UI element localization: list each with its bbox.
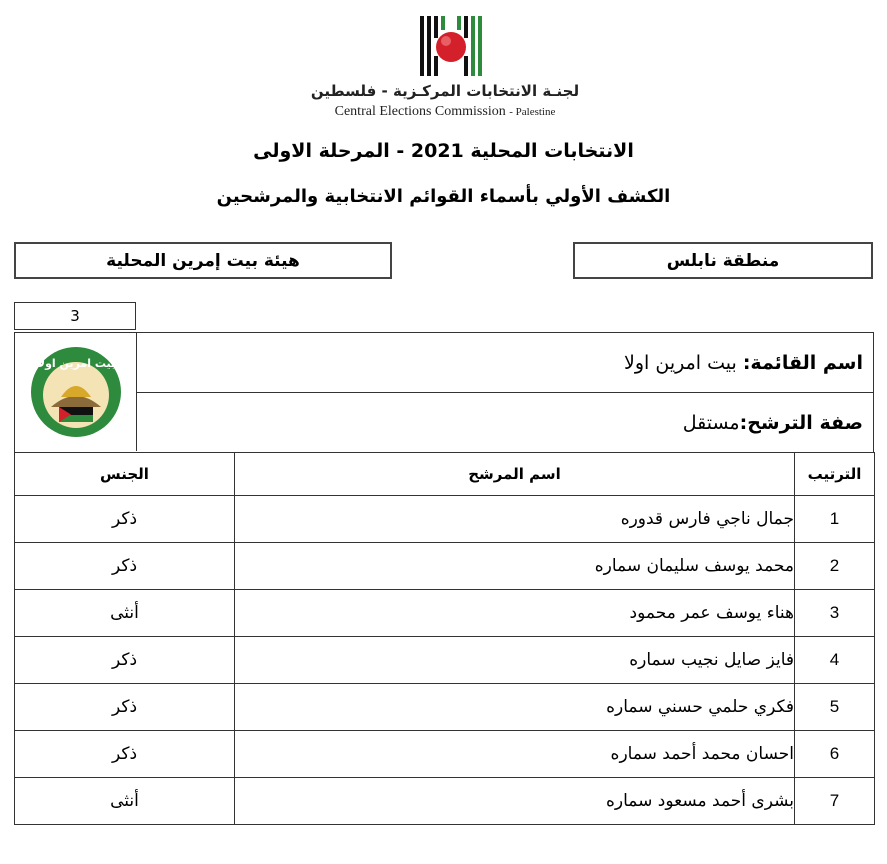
candidate-gender: ذكر — [15, 496, 235, 543]
candidate-rank: 5 — [795, 684, 875, 731]
candidates-table-body — [15, 496, 875, 825]
table-header-row — [15, 453, 875, 496]
candidate-rank: 6 — [795, 731, 875, 778]
document-title: الانتخابات المحلية 2021 - المرحلة الاولى — [253, 140, 634, 162]
list-name-value: بيت امرين اولا — [624, 351, 737, 374]
region-box — [573, 242, 873, 279]
candidate-name: احسان محمد أحمد سماره — [235, 731, 795, 778]
table-row — [15, 590, 875, 637]
candidates-table — [14, 452, 875, 825]
candidacy-type-label: صفة الترشح: — [739, 411, 863, 434]
candidate-gender: أنثى — [15, 778, 235, 825]
authority-label: هيئة بيت إمرين المحلية — [106, 250, 300, 271]
table-row — [15, 543, 875, 590]
org-name-english-suffix: - Palestine — [509, 106, 556, 118]
cec-logo — [420, 16, 482, 76]
candidate-name: بشرى أحمد مسعود سماره — [235, 778, 795, 825]
list-number-box — [14, 302, 136, 330]
table-row — [15, 778, 875, 825]
list-logo-cell — [15, 333, 137, 451]
header-candidate-name: اسم المرشح — [235, 453, 795, 496]
candidate-name: جمال ناجي فارس قدوره — [235, 496, 795, 543]
candidate-gender: ذكر — [15, 637, 235, 684]
list-logo-text: بيت امرين اولا — [36, 357, 115, 370]
candidate-rank: 2 — [795, 543, 875, 590]
table-row — [15, 731, 875, 778]
table-row — [15, 684, 875, 731]
candidate-gender: ذكر — [15, 731, 235, 778]
candidate-gender: ذكر — [15, 684, 235, 731]
table-row — [15, 637, 875, 684]
list-info-block — [14, 332, 874, 453]
list-logo-icon — [29, 345, 123, 439]
org-name-english — [290, 104, 600, 120]
header-gender: الجنس — [15, 453, 235, 496]
org-name-english-main: Central Elections Commission — [334, 104, 506, 119]
list-name-label: اسم القائمة: — [742, 351, 863, 374]
candidate-rank: 3 — [795, 590, 875, 637]
list-name-row — [136, 333, 873, 393]
table-row — [15, 496, 875, 543]
document-subtitle: الكشف الأولي بأسماء القوائم الانتخابية والمرشحين — [216, 186, 671, 207]
candidacy-type-value: مستقل — [682, 411, 740, 434]
candidate-name: هناء يوسف عمر محمود — [235, 590, 795, 637]
authority-box — [14, 242, 392, 279]
list-number: 3 — [70, 307, 80, 325]
header-rank: الترتيب — [795, 453, 875, 496]
candidate-rank: 1 — [795, 496, 875, 543]
candidate-name: فايز صايل نجيب سماره — [235, 637, 795, 684]
candidate-name: فكري حلمي حسني سماره — [235, 684, 795, 731]
candidate-gender: أنثى — [15, 590, 235, 637]
candidate-rank: 4 — [795, 637, 875, 684]
candidate-rank: 7 — [795, 778, 875, 825]
candidate-name: محمد يوسف سليمان سماره — [235, 543, 795, 590]
candidate-gender: ذكر — [15, 543, 235, 590]
region-label: منطقة نابلس — [666, 250, 780, 271]
org-name-arabic: لجنـة الانتخابات المركـزية - فلسطين — [310, 82, 580, 100]
candidacy-type-row — [136, 393, 873, 452]
